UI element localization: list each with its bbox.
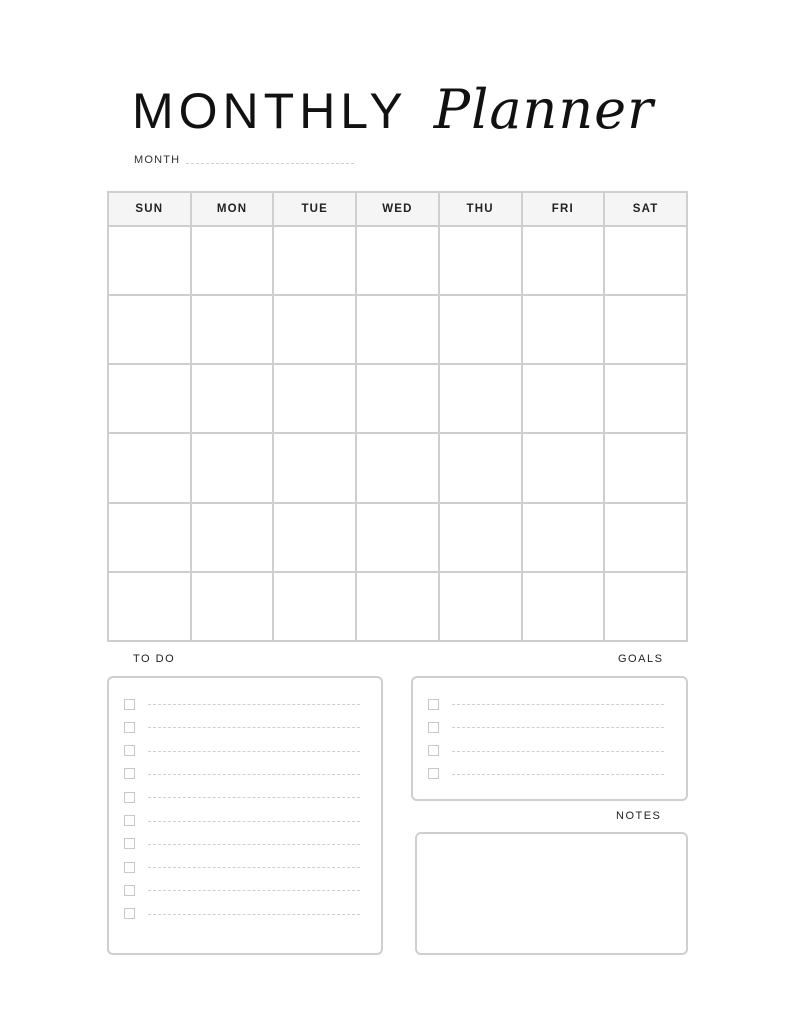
goal-item <box>428 720 664 734</box>
todo-item <box>124 907 360 921</box>
day-header-tue: TUE <box>273 192 356 226</box>
calendar-day-cell[interactable] <box>108 364 191 433</box>
calendar-day-cell[interactable] <box>273 433 356 502</box>
todo-checkbox[interactable] <box>124 862 135 873</box>
calendar-day-cell[interactable] <box>439 364 522 433</box>
todo-label: TO DO <box>133 653 176 665</box>
day-header-thu: THU <box>439 192 522 226</box>
calendar-day-cell[interactable] <box>356 433 439 502</box>
title-main: MONTHLY <box>132 83 408 139</box>
calendar-day-cell[interactable] <box>604 572 687 641</box>
calendar-week-row <box>108 226 687 295</box>
goal-line[interactable] <box>452 703 664 705</box>
day-header-wed: WED <box>356 192 439 226</box>
calendar-day-cell[interactable] <box>191 226 274 295</box>
calendar-body <box>108 226 687 641</box>
day-header-fri: FRI <box>522 192 605 226</box>
calendar-day-cell[interactable] <box>108 295 191 364</box>
calendar-day-cell[interactable] <box>604 295 687 364</box>
calendar-week-row <box>108 572 687 641</box>
todo-checkbox[interactable] <box>124 745 135 756</box>
calendar-day-cell[interactable] <box>604 433 687 502</box>
month-input-line[interactable] <box>186 162 354 164</box>
goal-checkbox[interactable] <box>428 768 439 779</box>
day-header-mon: MON <box>191 192 274 226</box>
page-title <box>132 78 654 141</box>
todo-item <box>124 790 360 804</box>
goal-item <box>428 697 664 711</box>
todo-line[interactable] <box>148 820 360 822</box>
day-header-sun: SUN <box>108 192 191 226</box>
goal-line[interactable] <box>452 750 664 752</box>
todo-line[interactable] <box>148 889 360 891</box>
calendar-day-cell[interactable] <box>356 226 439 295</box>
todo-box <box>107 676 383 955</box>
todo-checkbox[interactable] <box>124 815 135 826</box>
calendar-day-cell[interactable] <box>273 572 356 641</box>
calendar-week-row <box>108 433 687 502</box>
calendar-day-cell[interactable] <box>356 295 439 364</box>
calendar-day-cell[interactable] <box>191 433 274 502</box>
todo-line[interactable] <box>148 750 360 752</box>
calendar-day-cell[interactable] <box>604 226 687 295</box>
month-field <box>134 154 354 166</box>
calendar-day-cell[interactable] <box>522 572 605 641</box>
calendar-day-cell[interactable] <box>191 503 274 572</box>
calendar-day-cell[interactable] <box>356 572 439 641</box>
todo-checkbox[interactable] <box>124 792 135 803</box>
calendar-day-cell[interactable] <box>191 364 274 433</box>
goal-checkbox[interactable] <box>428 722 439 733</box>
todo-line[interactable] <box>148 913 360 915</box>
calendar-day-cell[interactable] <box>108 433 191 502</box>
todo-checkbox[interactable] <box>124 838 135 849</box>
todo-line[interactable] <box>148 843 360 845</box>
calendar-day-cell[interactable] <box>191 572 274 641</box>
todo-checkbox[interactable] <box>124 908 135 919</box>
todo-line[interactable] <box>148 726 360 728</box>
goal-checkbox[interactable] <box>428 745 439 756</box>
calendar-day-cell[interactable] <box>108 572 191 641</box>
todo-line[interactable] <box>148 703 360 705</box>
goal-item <box>428 744 664 758</box>
calendar-day-cell[interactable] <box>604 503 687 572</box>
goals-label: GOALS <box>618 653 664 665</box>
calendar-grid <box>107 191 688 642</box>
calendar-day-cell[interactable] <box>439 295 522 364</box>
day-header-sat: SAT <box>604 192 687 226</box>
todo-item <box>124 814 360 828</box>
calendar-day-cell[interactable] <box>273 364 356 433</box>
goals-box <box>411 676 688 801</box>
calendar-day-cell[interactable] <box>273 295 356 364</box>
todo-checkbox[interactable] <box>124 768 135 779</box>
title-script: Planner <box>433 78 654 141</box>
goal-line[interactable] <box>452 726 664 728</box>
calendar-day-cell[interactable] <box>439 433 522 502</box>
calendar-day-cell[interactable] <box>356 503 439 572</box>
calendar-day-cell[interactable] <box>522 503 605 572</box>
calendar-day-cell[interactable] <box>522 295 605 364</box>
goal-checkbox[interactable] <box>428 699 439 710</box>
todo-item <box>124 767 360 781</box>
notes-label: NOTES <box>616 810 662 822</box>
todo-line[interactable] <box>148 773 360 775</box>
calendar-day-cell[interactable] <box>191 295 274 364</box>
calendar-day-cell[interactable] <box>356 364 439 433</box>
notes-box[interactable] <box>415 832 688 955</box>
calendar-day-cell[interactable] <box>273 503 356 572</box>
calendar-day-cell[interactable] <box>439 226 522 295</box>
calendar-week-row <box>108 364 687 433</box>
todo-item <box>124 744 360 758</box>
todo-checkbox[interactable] <box>124 722 135 733</box>
todo-item <box>124 837 360 851</box>
todo-line[interactable] <box>148 796 360 798</box>
todo-item <box>124 883 360 897</box>
todo-checkbox[interactable] <box>124 699 135 710</box>
month-label: MONTH <box>134 154 181 166</box>
calendar-day-cell[interactable] <box>522 364 605 433</box>
calendar-day-cell[interactable] <box>439 572 522 641</box>
calendar-day-cell[interactable] <box>522 226 605 295</box>
calendar-header-row <box>108 192 687 226</box>
todo-checkbox[interactable] <box>124 885 135 896</box>
calendar-week-row <box>108 295 687 364</box>
todo-item <box>124 720 360 734</box>
calendar-week-row <box>108 503 687 572</box>
calendar-day-cell[interactable] <box>439 503 522 572</box>
goal-item <box>428 767 664 781</box>
calendar-day-cell[interactable] <box>522 433 605 502</box>
todo-item <box>124 697 360 711</box>
calendar-day-cell[interactable] <box>108 226 191 295</box>
calendar-day-cell[interactable] <box>108 503 191 572</box>
calendar-day-cell[interactable] <box>604 364 687 433</box>
todo-item <box>124 860 360 874</box>
goal-line[interactable] <box>452 773 664 775</box>
calendar-day-cell[interactable] <box>273 226 356 295</box>
todo-line[interactable] <box>148 866 360 868</box>
